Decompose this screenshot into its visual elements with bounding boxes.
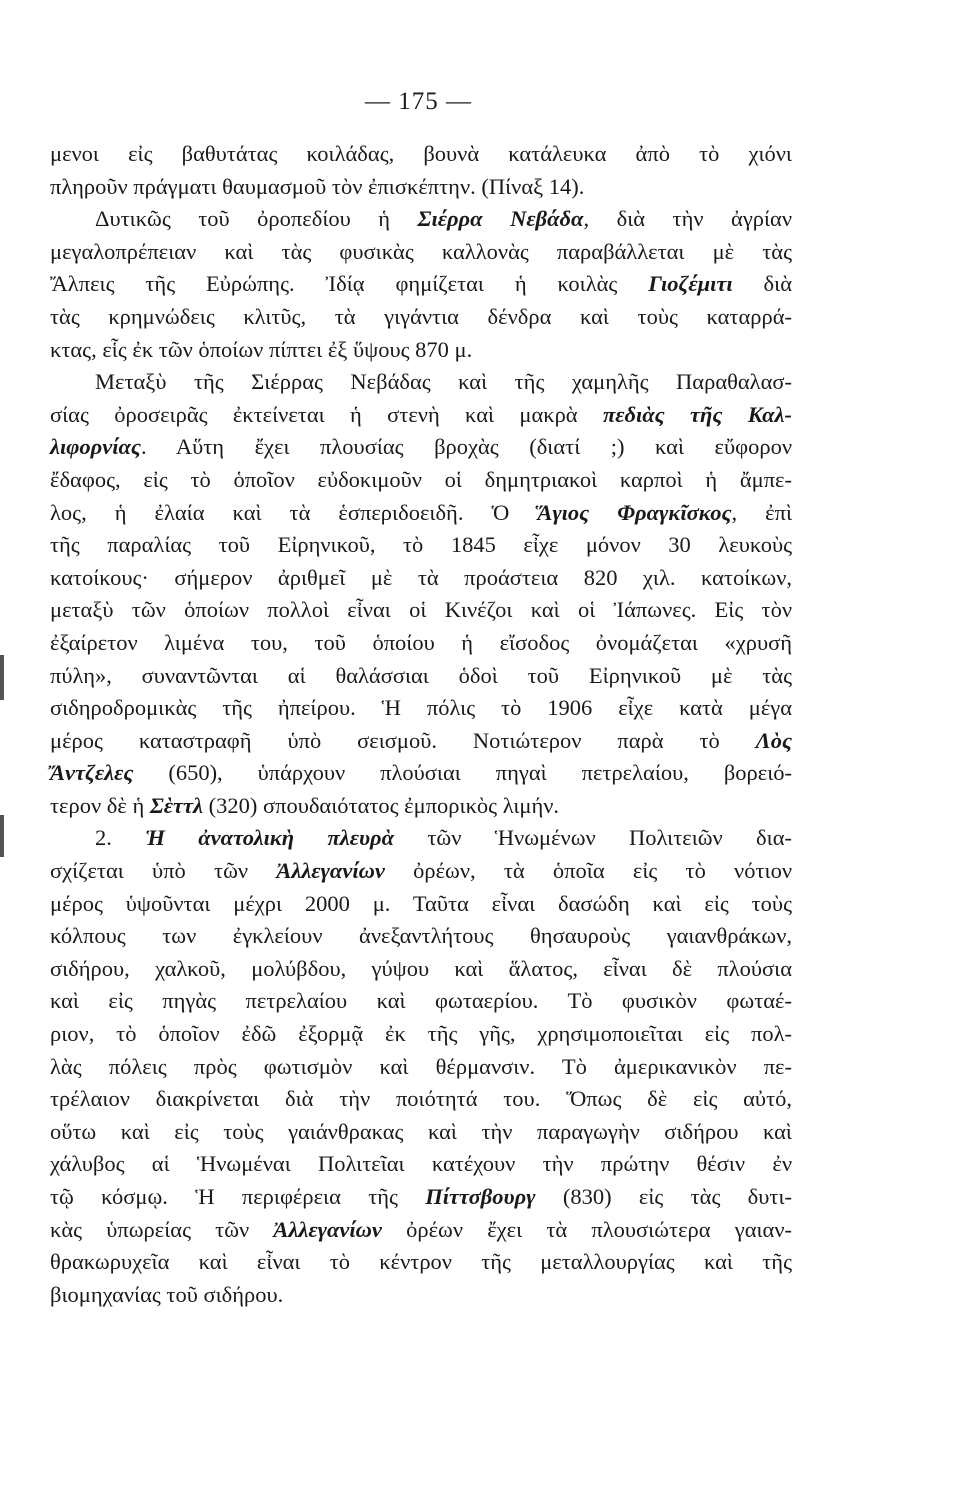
text-line: 2. Ἡ ἀνατολικὴ πλευρὰ τῶν Ἡνωμένων Πολιτειῶν δια- (95, 825, 792, 851)
text-line: μέρος καταστραφῆ ὑπὸ σεισμοῦ. Νοτιώτερον παρὰ τὸ Λὸς (50, 727, 792, 753)
text-line: λος, ἡ ἐλαία καὶ τὰ ἑσπεριδοειδῆ. Ὁ Ἅγιος Φραγκῖσκος, ἐπὶ (50, 499, 793, 525)
text-line: πληροῦν πράγματι θαυμασμοῦ τὸν ἐπισκέπτην. (Πίναξ 14). (50, 173, 585, 199)
text-line: τὰς κρημνώδεις κλιτῦς, τὰ γιγάντια δένδρα καὶ τοὺς καταρρά- (50, 303, 792, 329)
text-line: κτας, εἷς ἐκ τῶν ὁποίων πίπτει ἐξ ὕψους 870 μ. (50, 336, 473, 362)
text-line: μεταξὺ τῶν ὁποίων πολλοὶ εἶναι οἱ Κινέζοι καὶ οἱ Ἰάπωνες. Εἰς τὸν (50, 597, 792, 623)
text-line: χάλυβος αἱ Ἡνωμέναι Πολιτεῖαι κατέχουν τὴν πρώτην θέσιν ἐν (50, 1151, 792, 1177)
text-line: τρέλαιον διακρίνεται διὰ τὴν ποιότητά του. Ὅπως δὲ εἰς αὐτό, (50, 1086, 792, 1112)
text-line: Δυτικῶς τοῦ ὀροπεδίου ἡ Σιέρρα Νεβάδα, διὰ τὴν ἀγρίαν (95, 206, 793, 232)
text-line: ριον, τὸ ὁποῖον ἐδῶ ἐξορμᾷ ἐκ τῆς γῆς, χρησιμοποιεῖται εἰς πολ- (50, 1021, 792, 1047)
text-line: πύλη», συναντῶνται αἱ θαλάσσιαι ὁδοὶ τοῦ Εἰρηνικοῦ μὲ τὰς (50, 662, 792, 688)
margin-mark (0, 655, 4, 700)
text-line: κόλπους των ἐγκλείουν ἀνεξαντλήτους θησαυροὺς γαιανθράκων, (50, 923, 792, 949)
text-line: κὰς ὑπωρείας τῶν Ἀλλεγανίων ὀρέων ἔχει τὰ πλουσιώτερα γαιαν- (50, 1216, 792, 1242)
text-line: λὰς πόλεις πρὸς φωτισμὸν καὶ θέρμανσιν. Τὸ ἀμερικανικὸν πε- (50, 1053, 792, 1079)
text-line: τῆς παραλίας τοῦ Εἰρηνικοῦ, τὸ 1845 εἶχε μόνον 30 λευκοὺς (50, 532, 792, 558)
text-line: ἔδαφος, εἰς τὸ ὁποῖον εὐδοκιμοῦν οἱ δημητριακοὶ καρποὶ ἡ ἄμπε- (50, 466, 792, 492)
text-line: σιδήρου, χαλκοῦ, μολύβδου, γύψου καὶ ἅλατος, εἶναι δὲ πλούσια (50, 955, 792, 981)
margin-mark (0, 815, 4, 857)
text-line: ἐξαίρετον λιμένα του, τοῦ ὁποίου ἡ εἴσοδος ὀνομάζεται «χρυσῆ (50, 629, 792, 655)
text-line: μεγαλοπρέπειαν καὶ τὰς φυσικὰς καλλονὰς παραβάλλεται μὲ τὰς (50, 238, 792, 264)
text-line: σίας ὀροσειρᾶς ἐκτείνεται ἡ στενὴ καὶ μακρὰ πεδιὰς τῆς Καλ- (50, 401, 793, 427)
text-line: καὶ εἰς πηγὰς πετρελαίου καὶ φωταερίου. Τὸ φυσικὸν φωταέ- (50, 988, 792, 1014)
text-line: Ἄντζελες (650), ὑπάρχουν πλούσιαι πηγαὶ πετρελαίου, βορειό- (50, 760, 792, 786)
text-line: τῷ κόσμῳ. Ἡ περιφέρεια τῆς Πίττσβουργ (830) εἰς τὰς δυτι- (50, 1184, 793, 1209)
text-line: σχίζεται ὑπὸ τῶν Ἀλλεγανίων ὀρέων, τὰ ὁποῖα εἰς τὸ νότιον (50, 858, 793, 884)
text-line: θρακωρυχεῖα καὶ εἶναι τὸ κέντρον τῆς μεταλλουργίας καὶ τῆς (50, 1249, 792, 1275)
page-number: — 175 — (365, 88, 472, 115)
text-line: κατοίκους· σήμερον ἀριθμεῖ μὲ τὰ προάστεια 820 χιλ. κατοίκων, (50, 564, 792, 590)
text-line: οὕτω καὶ εἰς τοὺς γαιάνθρακας καὶ τὴν παραγωγὴν σιδήρου καὶ (50, 1118, 792, 1144)
text-line: σιδηροδρομικὰς τῆς ἠπείρου. Ἡ πόλις τὸ 1906 εἶχε κατὰ μέγα (50, 695, 792, 721)
page-body-text (50, 138, 792, 1311)
text-line: βιομηχανίας τοῦ σιδήρου. (50, 1281, 284, 1307)
text-line: τερον δὲ ἡ Σὲττλ (320) σπουδαιότατος ἐμπορικὸς λιμήν. (50, 792, 560, 818)
text-line: μενοι εἰς βαθυτάτας κοιλάδας, βουνὰ κατάλευκα ἀπὸ τὸ χιόνι (50, 141, 792, 166)
text-line: Ἄλπεις τῆς Εὐρώπης. Ἰδίᾳ φημίζεται ἡ κοιλὰς Γιοζέμιτι διὰ (50, 271, 792, 297)
text-line: Μεταξὺ τῆς Σιέρρας Νεβάδας καὶ τῆς χαμηλῆς Παραθαλασ- (95, 369, 792, 395)
text-line: μέρος ὑψοῦνται μέχρι 2000 μ. Ταῦτα εἶναι δασώδη καὶ εἰς τοὺς (50, 890, 792, 916)
text-line: λιφορνίας. Αὕτη ἔχει πλουσίας βροχὰς (διατί ;) καὶ εὔφορον (50, 434, 792, 460)
